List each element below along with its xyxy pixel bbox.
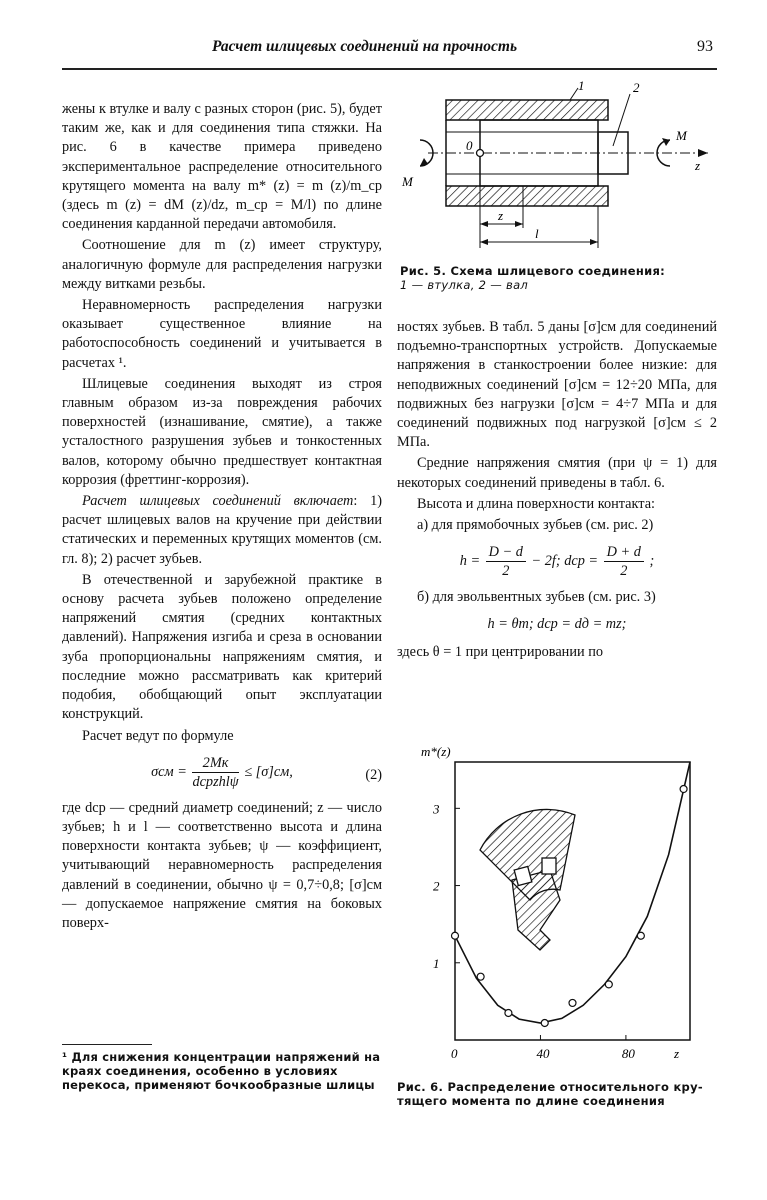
- left-column: [62, 100, 382, 935]
- data-point: [680, 786, 687, 793]
- caption-line: Рис. 6. Распределение относительного кру-: [397, 1080, 703, 1094]
- formula-middle: − 2f; dср =: [531, 553, 599, 570]
- origin-point: [477, 150, 484, 157]
- formula-denominator: dсрzhlψ: [192, 773, 239, 790]
- paragraph: б) для эвольвентных зубьев (см. рис. 3): [417, 589, 656, 606]
- formula-fraction: [604, 543, 644, 580]
- label-z-dim: z: [498, 208, 504, 223]
- data-point: [505, 1009, 512, 1016]
- paragraph: а) для прямобочных зубьев (см. рис. 2): [417, 517, 654, 534]
- data-point: [637, 932, 644, 939]
- figure-5-caption: [400, 264, 710, 292]
- caption-line: Рис. 5. Схема шлицевого соединения:: [400, 264, 666, 278]
- paragraph: Неравномерность распределения нагрузки оказывает существенное влияние на работоспособность соединений и учитывается в расчетах ¹.: [62, 297, 382, 371]
- label-z-axis: z: [695, 158, 701, 173]
- formula-rhs: ≤ [σ]см,: [244, 763, 293, 780]
- formula-denominator: 2: [502, 563, 510, 580]
- caption-line: тящего момента по длине соединения: [397, 1094, 665, 1108]
- paragraph: здесь θ = 1 при центрировании по: [397, 643, 604, 660]
- data-point: [477, 973, 484, 980]
- paragraph: где dср — средний диаметр соединений; z — число зубьев; h и l — соответственно высота и длина поверхности контакта зубьев; ψ — коэффициент, учитывающий неравномерность распределения давлений в соединении, обычно ψ = 0,7÷0,8; [σ]см — допускаемое напряжение смятия на боковых поверх-: [62, 799, 382, 931]
- formula-denominator: 2: [620, 563, 628, 580]
- formula-fraction: [486, 543, 526, 580]
- z-arrow-head: [698, 149, 708, 157]
- formula-numerator: 2Mк: [192, 754, 238, 773]
- italic-heading: Расчет шлицевых соединений включает: [82, 493, 354, 510]
- paragraph: В отечественной и зарубежной практике в основу расчета зубьев положено определение напряжений смятия (средних контактных давлений). Напряжения изгиба и среза в основании зуба пропорциональны напряжениям смятия, и последние можно рассматривать как критерий подобия, обобщающий опыт эксплуатации конструкций.: [62, 571, 382, 723]
- right-column: [397, 318, 717, 664]
- figure-6-chart: [400, 740, 710, 1072]
- bushing-top: [446, 100, 608, 120]
- formula-involute-teeth: h = θm; dср = dд = mz;: [487, 616, 627, 633]
- running-title: Расчет шлицевых соединений на прочность: [212, 38, 518, 55]
- formula-numerator: D + d: [604, 543, 644, 562]
- paragraph-rest: : 1) расчет шлицевых валов на кручение при действии статических и переменных крутящих моментов (см. гл. 8); 2) расчет зубьев.: [62, 493, 382, 567]
- paragraph: ностях зубьев. В табл. 5 даны [σ]см для соединений подъемно-транспортных устройств. Допускаемые напряжения в станкостроении более низкие: для неподвижных соединений [σ]см = 12÷20 МПа, для подвижных без нагрузки [σ]см = 4÷7 МПа и для соединений подвижных под нагрузкой [σ]см ≤ 2 МПа.: [397, 319, 717, 451]
- x-axis-label: z: [674, 1046, 680, 1061]
- y-axis-label: m*(z): [421, 744, 451, 759]
- y-tick-label: 3: [433, 801, 440, 817]
- footnote-rule: [62, 1044, 152, 1045]
- paragraph: [62, 492, 382, 569]
- formula-fraction: [192, 754, 238, 791]
- formula-h: h =: [459, 553, 481, 570]
- y-tick-label: 1: [433, 955, 440, 971]
- formula-prism-teeth: [397, 543, 717, 580]
- page-number: 93: [697, 38, 713, 55]
- data-point: [569, 999, 576, 1006]
- label-1: 1: [578, 78, 585, 93]
- footnote: ¹ Для снижения концентрации напряжений на краях соединения, особенно в условиях перекоса, применяют бочкообразные шлицы: [62, 1050, 381, 1092]
- plot-frame: [455, 762, 690, 1040]
- x-tick-label: 0: [451, 1046, 458, 1061]
- header-rule: [62, 68, 717, 70]
- data-point: [452, 932, 459, 939]
- paragraph: Шлицевые соединения выходят из строя главным образом из-за повреждения рабочих поверхностей (изнашивание, смятие), а также усталостного разрушения зубьев и тонкостенных валов, которому обычно предшествует контактная коррозия (фреттинг-коррозия).: [62, 375, 382, 488]
- y-tick-label: 2: [433, 878, 440, 894]
- label-l-dim: l: [535, 226, 539, 241]
- formula-end: ;: [649, 553, 655, 570]
- series-line: [455, 762, 690, 1023]
- paragraph: Средние напряжения смятия (при ψ = 1) для некоторых соединений приведены в табл. 6.: [397, 455, 717, 491]
- label-2: 2: [633, 80, 640, 95]
- label-m-left: M: [402, 174, 413, 189]
- page-header: [62, 36, 717, 66]
- figure-6-caption: [397, 1080, 717, 1108]
- x-tick-label: 40: [536, 1046, 550, 1061]
- paragraph: Расчет ведут по формуле: [82, 727, 234, 744]
- label-0: 0: [466, 138, 473, 153]
- paragraph: Соотношение для m (z) имеет структуру, аналогичную формуле для распределения нагрузки между витками резьбы.: [62, 237, 382, 292]
- spline-inset-drawing: [480, 809, 575, 950]
- bushing-bottom: [446, 186, 608, 206]
- formula-2: [62, 754, 382, 791]
- paragraph: жены к втулке и валу с разных сторон (рис. 5), будет таким же, как и для соединения типа стяжки. На рис. 6 в качестве примера приведено экспериментальное распределение относительного крутящего момента на валу m* (z) = m (z)/m_cp (здесь m (z) = dM (z)/dz, m_cp = M/l) по длине соединения карданной передачи автомобиля.: [62, 101, 382, 233]
- paragraph: Высота и длина поверхности контакта:: [417, 495, 656, 512]
- formula-lhs: σсм =: [151, 763, 187, 780]
- formula-numerator: D − d: [486, 543, 526, 562]
- data-point: [605, 981, 612, 988]
- figure-5-diagram: [398, 78, 718, 256]
- caption-line: 1 — втулка, 2 — вал: [400, 278, 529, 292]
- x-tick-label: 80: [621, 1046, 635, 1061]
- formula-number: (2): [365, 766, 382, 783]
- data-point: [541, 1020, 548, 1027]
- label-m-right: M: [676, 128, 687, 143]
